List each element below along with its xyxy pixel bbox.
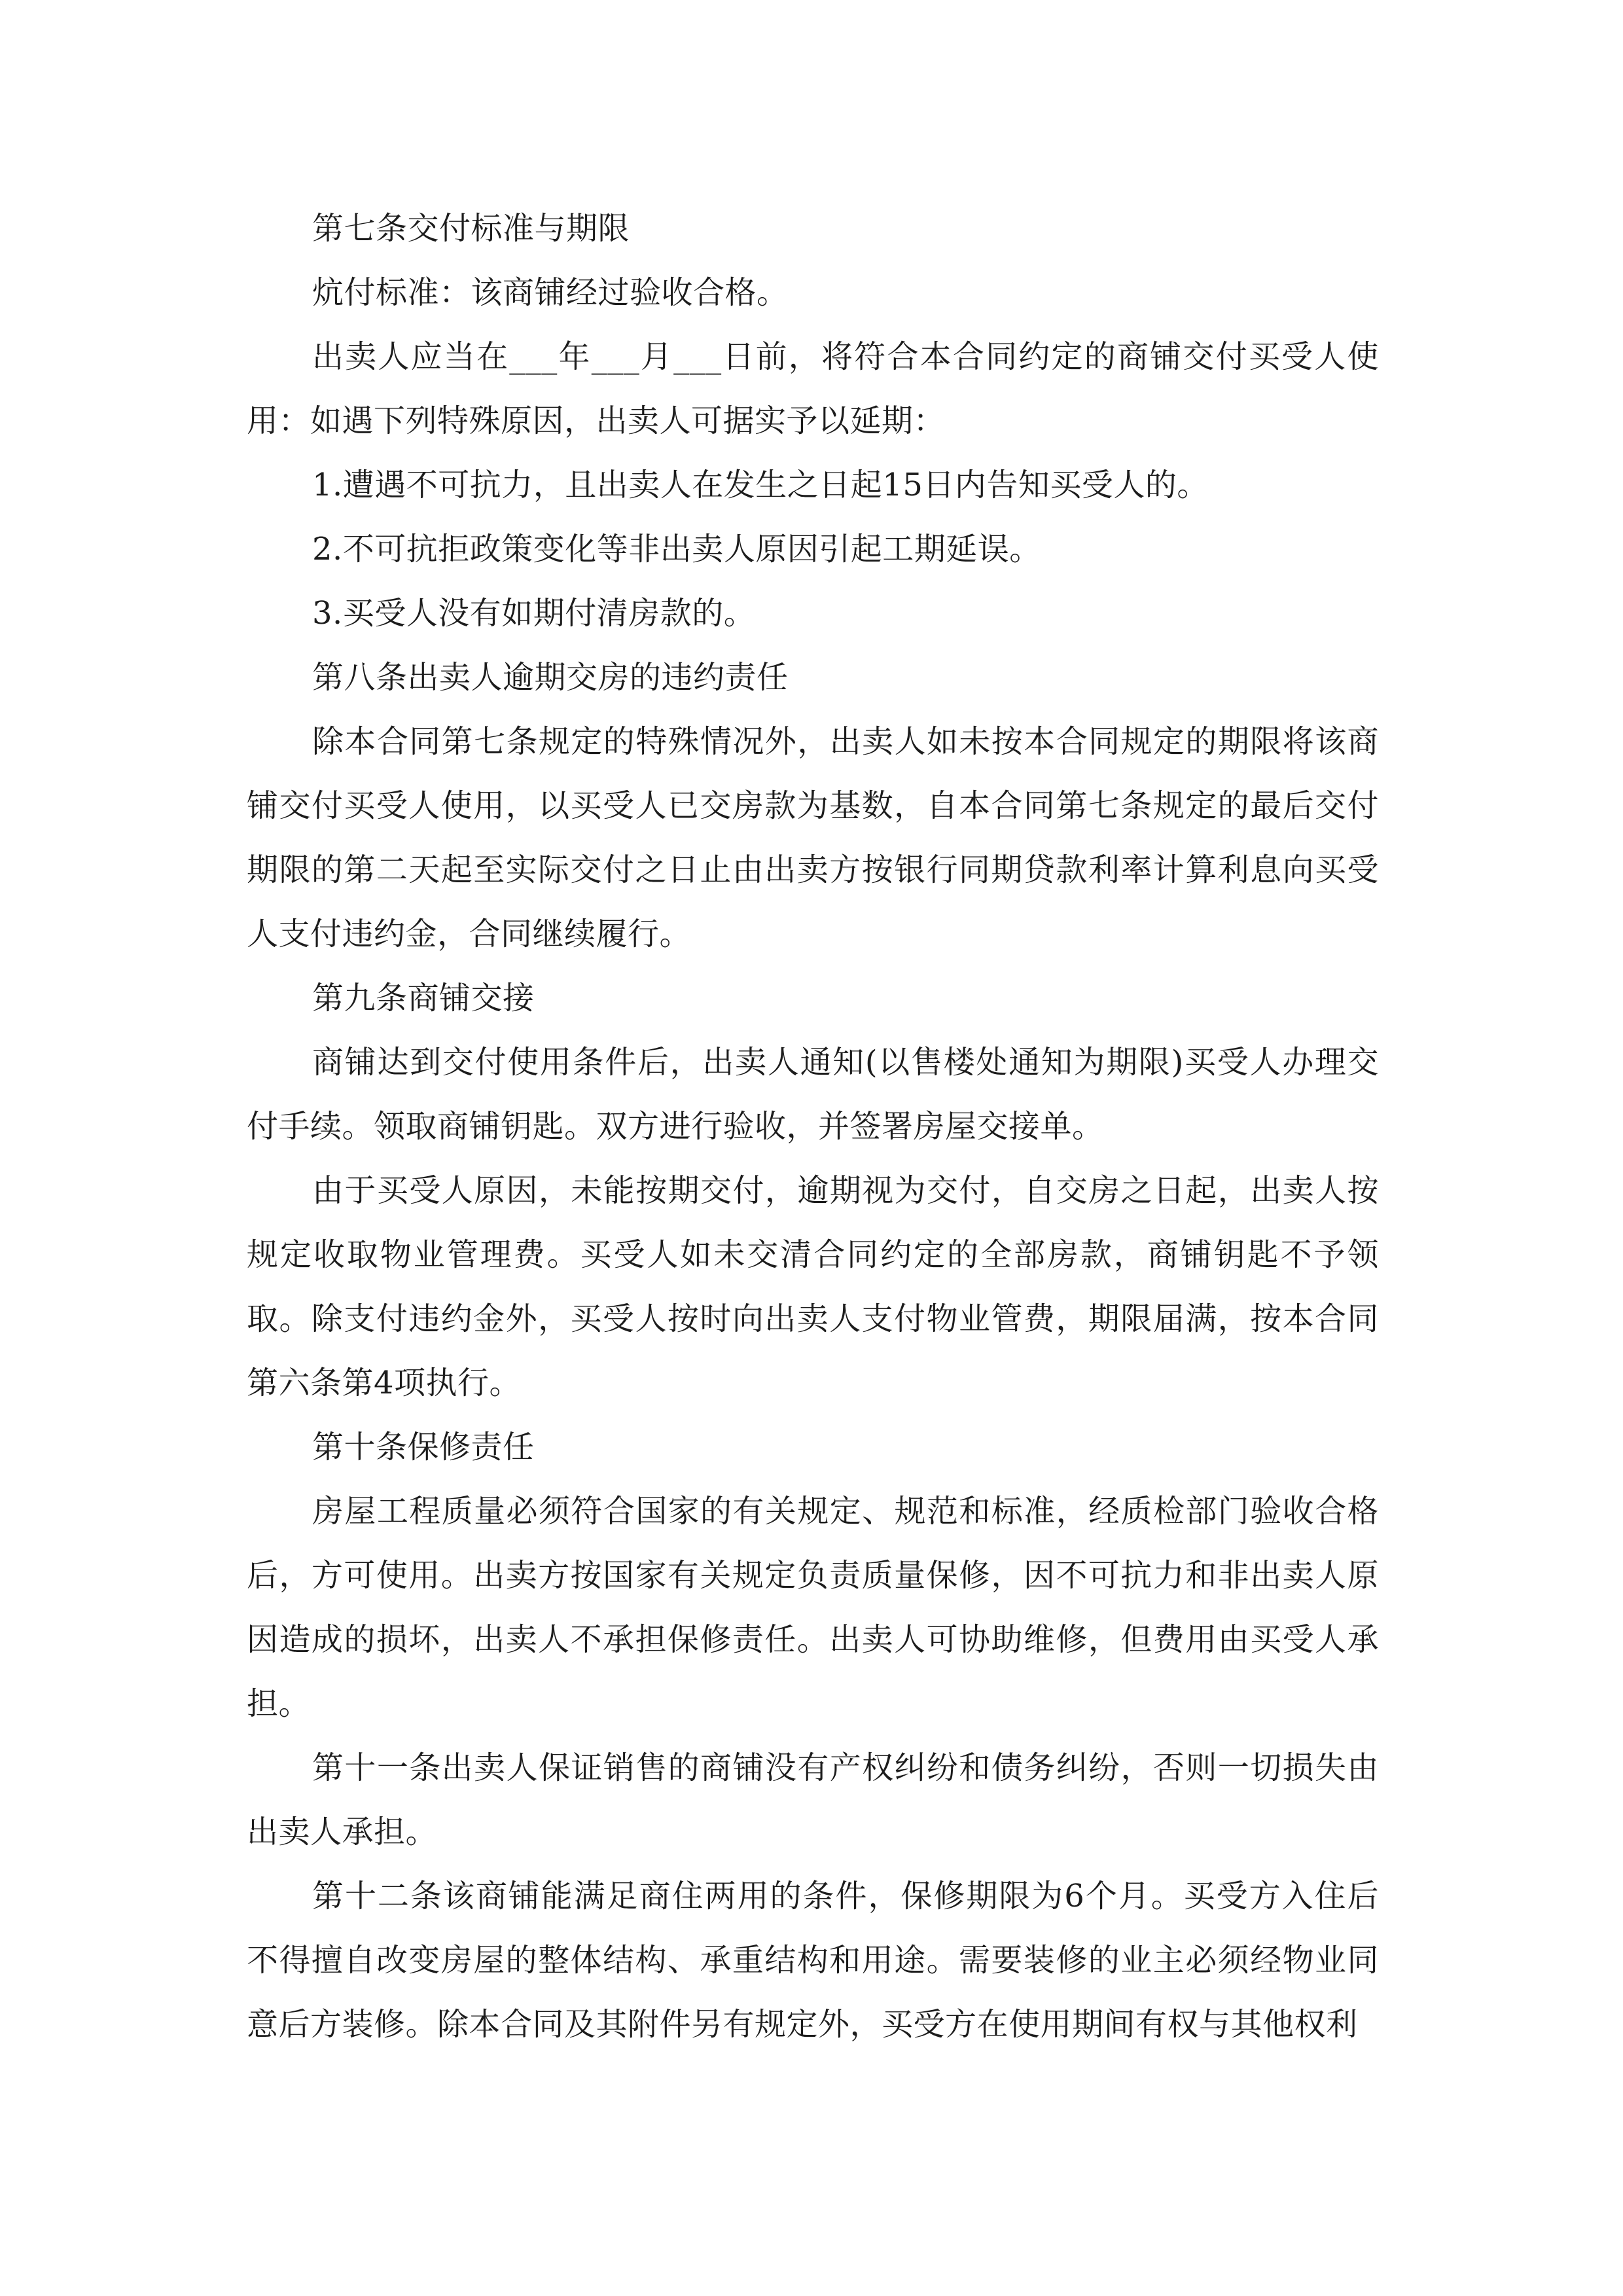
extension-reason-1: 1.遭遇不可抗力，且出卖人在发生之日起15日内告知买受人的。 <box>312 467 1209 503</box>
document-body <box>247 196 1379 2056</box>
extension-reason-3: 3.买受人没有如期付清房款的。 <box>312 595 756 632</box>
article-9-heading: 第九条商铺交接 <box>312 980 535 1016</box>
article-10-heading: 第十条保修责任 <box>312 1429 535 1465</box>
late-delivery-liability-paragraph: 除本合同第七条规定的特殊情况外，出卖人如未按本合同规定的期限将该商铺交付买受人使用，以买受人已交房款为基数，自本合同第七条规定的最后交付期限的第二天起至实际交付之日止由出卖方按银行同期贷款利率计算利息向买受人支付违约金，合同继续履行。 <box>247 723 1379 952</box>
extension-reason-2: 2.不可抗拒政策变化等非出卖人原因引起工期延误。 <box>312 531 1041 567</box>
article-11-paragraph: 第十一条出卖人保证销售的商铺没有产权纠纷和债务纠纷，否则一切损失由出卖人承担。 <box>247 1749 1379 1850</box>
handover-procedure-paragraph: 商铺达到交付使用条件后，出卖人通知(以售楼处通知为期限)买受人办理交付手续。领取商铺钥匙。双方进行验收，并签署房屋交接单。 <box>247 1044 1379 1145</box>
delivery-standard-paragraph: 炕付标准：该商铺经过验收合格。 <box>312 274 789 311</box>
delivery-deadline-paragraph: 出卖人应当在___年___月___日前，将符合本合同约定的商铺交付买受人使用：如遇下列特殊原因，出卖人可据实予以延期： <box>247 338 1379 439</box>
warranty-paragraph: 房屋工程质量必须符合国家的有关规定、规范和标准，经质检部门验收合格后，方可使用。出卖方按国家有关规定负责质量保修，因不可抗力和非出卖人原因造成的损坏，出卖人不承担保修责任。出卖人可协助维修，但费用由买受人承担。 <box>247 1493 1379 1722</box>
article-12-paragraph: 第十二条该商铺能满足商住两用的条件，保修期限为6个月。买受方入住后不得擅自改变房屋的整体结构、承重结构和用途。需要装修的业主必须经物业同意后方装修。除本合同及其附件另有规定外，买受方在使用期间有权与其他权利 <box>247 1878 1379 2043</box>
buyer-delay-paragraph: 由于买受人原因，未能按期交付，逾期视为交付，自交房之日起，出卖人按规定收取物业管理费。买受人如未交清合同约定的全部房款，商铺钥匙不予领取。除支付违约金外，买受人按时向出卖人支付物业管费，期限届满，按本合同第六条第4项执行。 <box>247 1172 1379 1401</box>
article-7-heading: 第七条交付标准与期限 <box>312 210 630 247</box>
article-8-heading: 第八条出卖人逾期交房的违约责任 <box>312 659 789 696</box>
